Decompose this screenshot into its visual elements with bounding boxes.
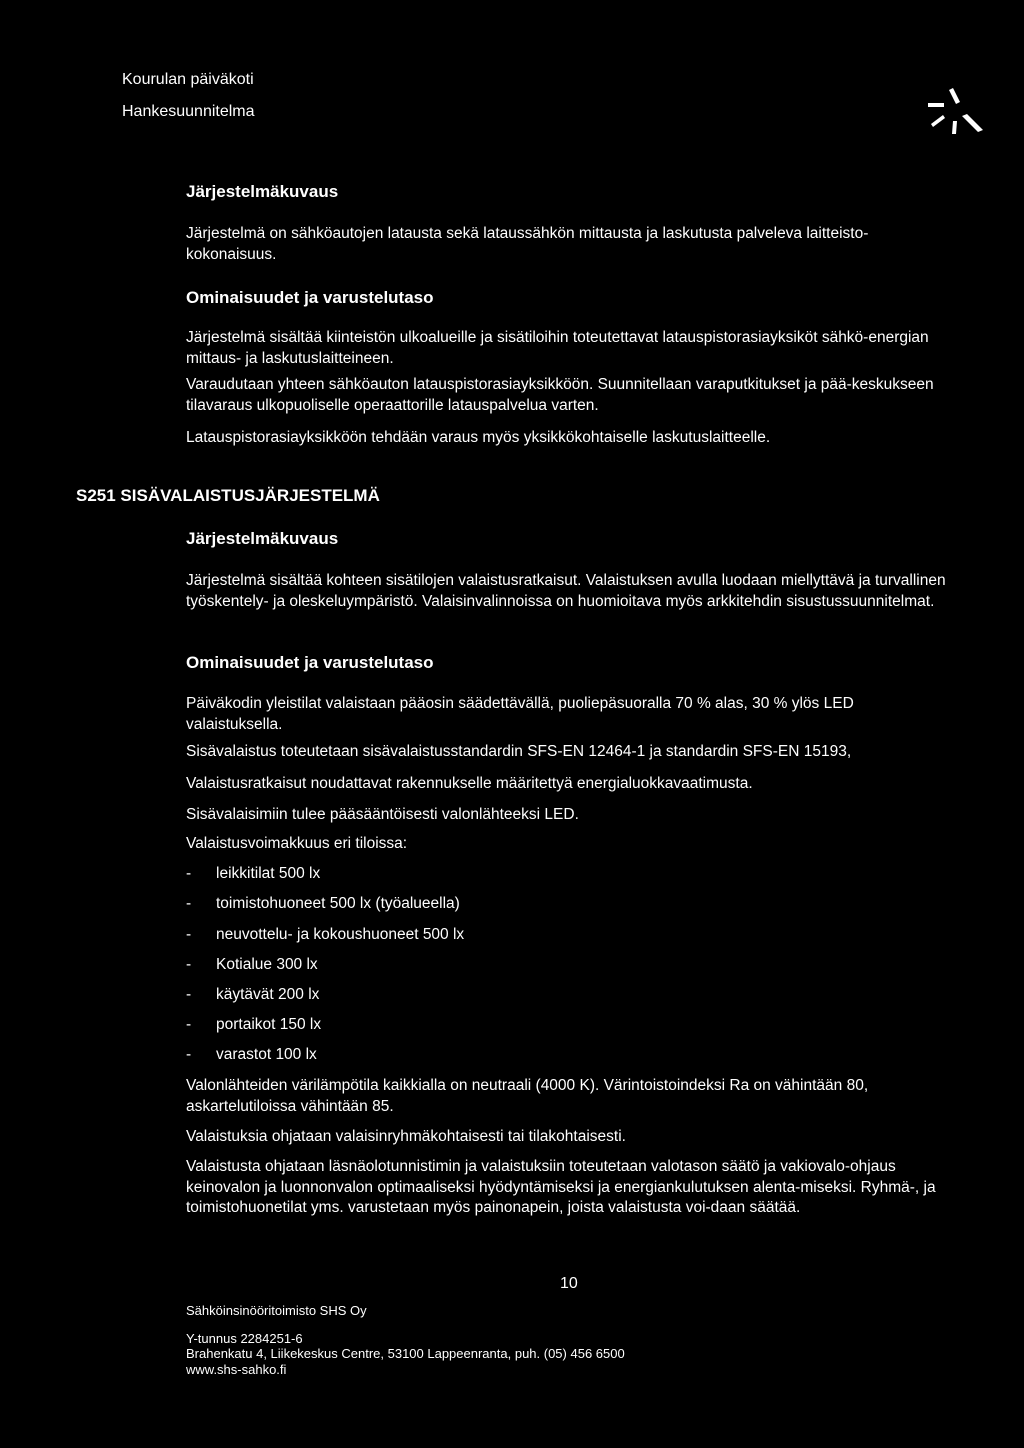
s251-paragraph-2: Sisävalaistus toteutetaan sisävalaistusstandardin SFS-EN 12464-1 ja standardin SFS-EN 15193,	[186, 743, 852, 760]
list-dash: -	[186, 1016, 192, 1033]
prev-desc-text: Järjestelmä on sähköautojen latausta sekä lataussähkön mittausta ja laskutusta palveleva laitteisto-kokonaisuus.	[186, 225, 869, 263]
prev-props-paragraph-1: Järjestelmä sisältää kiinteistön ulkoalueille ja sisätiloihin toteutettavat latauspistorasiayksiköt sähkö-energian mittaus- ja laskutuslaitteineen.	[186, 329, 929, 367]
s251-paragraph-8: Valaistusta ohjataan läsnäolotunnistimin ja valaistuksiin toteutetaan valotason säätö ja vakiovalo-ohjaus keinovalon ja luonnonvalon optimaaliseksi hyödyntämiseksi ja energiankulutuksen alenta-miseksi. Ryhmä-, ja toimistohuonetilat yms. varustetaan myös painonapein, joista valaistusta voi-daan säätää.	[186, 1158, 936, 1216]
list-dash: -	[186, 865, 192, 882]
prev-props-paragraph-2: Varaudutaan yhteen sähköauton latauspistorasiayksikköön. Suunnitellaan varaputkitukset ja pää-keskukseen tilavaraus ulkopuoliselle operaattorille latauspalvelua varten.	[186, 376, 934, 414]
list-item	[186, 864, 320, 885]
section-title: S251 SISÄVALAISTUSJÄRJESTELMÄ	[76, 486, 380, 505]
list-dash: -	[186, 895, 192, 912]
list-dash: -	[186, 986, 192, 1003]
list-item-text: toimistohuoneet 500 lx (työalueella)	[216, 895, 460, 912]
list-item-text: portaikot 150 lx	[216, 1016, 322, 1033]
footer-address: Brahenkatu 4, Liikekeskus Centre, 53100 Lappeenranta, puh. (05) 456 6500	[186, 1346, 625, 1361]
list-dash: -	[186, 1046, 192, 1063]
list-dash: -	[186, 956, 192, 973]
list-item	[186, 1015, 321, 1036]
footer-business-id: Y-tunnus 2284251-6	[186, 1331, 303, 1346]
header-document-type: Hankesuunnitelma	[122, 103, 255, 120]
list-item	[186, 985, 319, 1006]
s251-desc-text: Järjestelmä sisältää kohteen sisätilojen valaistusratkaisut. Valaistuksen avulla luodaan miellyttävä ja turvallinen työskentely- ja oleskeluympäristö. Valaisinvalinnoissa on huomioitava myös arkkitehdin sisustussuunnitelmat.	[186, 572, 946, 610]
s251-paragraph-4: Sisävalaisimiin tulee pääsääntöisesti valonlähteeksi LED.	[186, 806, 579, 823]
s251-paragraph-7: Valaistuksia ohjataan valaisinryhmäkohtaisesti tai tilakohtaisesti.	[186, 1128, 626, 1145]
page-number: 10	[560, 1275, 578, 1292]
list-item-text: varastot 100 lx	[216, 1046, 317, 1063]
prev-props-paragraph-3: Latauspistorasiayksikköön tehdään varaus myös yksikkökohtaiselle laskutuslaitteelle.	[186, 429, 771, 446]
list-item	[186, 1045, 317, 1066]
s251-paragraph-3: Valaistusratkaisut noudattavat rakennukselle määritettyä energialuokkavaatimusta.	[186, 775, 753, 792]
s251-paragraph-1: Päiväkodin yleistilat valaistaan pääosin säädettävällä, puoliepäsuoralla 70 % alas, 30 % ylös LED valaistuksella.	[186, 695, 854, 733]
s251-paragraph-6: Valonlähteiden värilämpötila kaikkialla on neutraali (4000 K). Värintoistoindeksi Ra on vähintään 80, askartelutiloissa vähintään 85.	[186, 1077, 869, 1115]
list-item-text: Kotialue 300 lx	[216, 956, 318, 973]
list-item	[186, 894, 460, 915]
list-item	[186, 925, 464, 946]
list-item-text: leikkitilat 500 lx	[216, 865, 321, 882]
prev-desc-heading: Järjestelmäkuvaus	[186, 182, 339, 201]
footer-website-link[interactable]: www.shs-sahko.fi	[186, 1362, 287, 1377]
list-item-text: käytävät 200 lx	[216, 986, 320, 1003]
shs-logo-icon	[926, 82, 984, 140]
list-dash: -	[186, 926, 192, 943]
list-item-text: neuvottelu- ja kokoushuoneet 500 lx	[216, 926, 465, 943]
prev-props-heading: Ominaisuudet ja varustelutaso	[186, 288, 434, 307]
footer-company: Sähköinsinööritoimisto SHS Oy	[186, 1303, 367, 1318]
list-item	[186, 955, 318, 976]
header-project-name: Kourulan päiväkoti	[122, 71, 254, 88]
s251-props-heading: Ominaisuudet ja varustelutaso	[186, 653, 434, 672]
s251-desc-heading: Järjestelmäkuvaus	[186, 529, 339, 548]
s251-paragraph-5: Valaistusvoimakkuus eri tiloissa:	[186, 835, 408, 852]
